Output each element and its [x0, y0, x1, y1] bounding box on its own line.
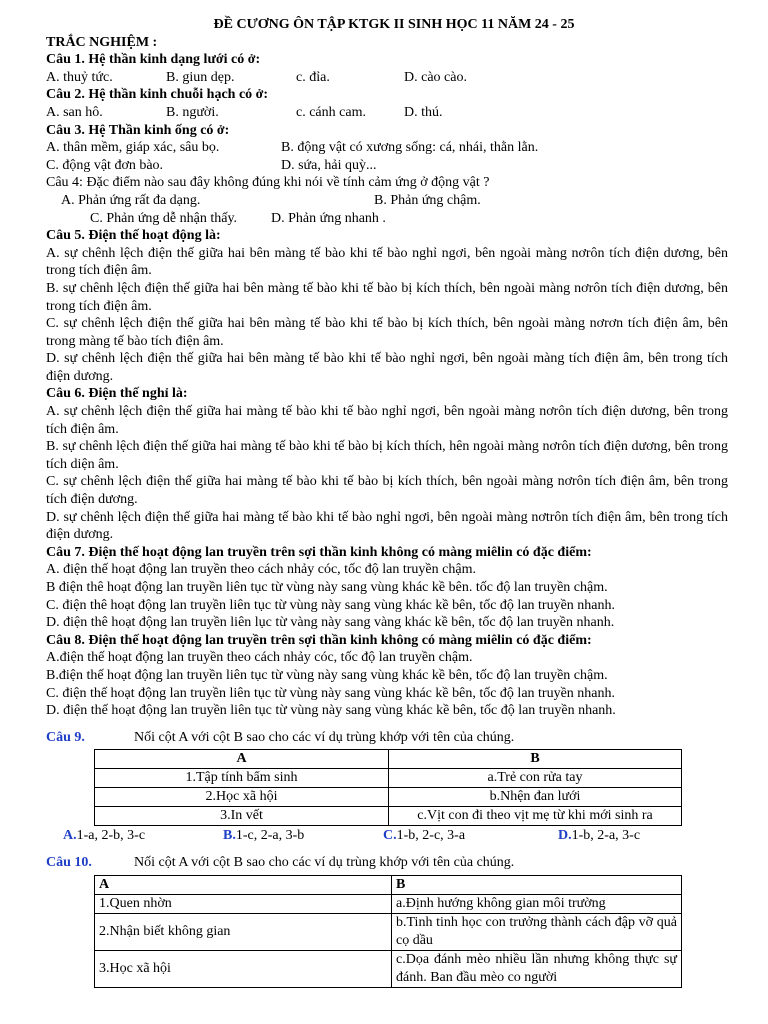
- question-2-options: [46, 104, 728, 122]
- question-8: Câu 8. Điện thế hoạt động lan truyền trên sợi thần kinh không có màng miêlin có đặc điểm:: [46, 632, 592, 648]
- question-4: Câu 4: Đặc điểm nào sau đây không đúng khi nói về tính cảm ứng ở động vật ?: [46, 175, 490, 191]
- option: B. sự chênh lệch điện thế giữa hai màng tế bào khi tế bào bị kích thích, hên ngoài màng nơrôn tích điện dương, bên trong tích diện âm.: [46, 439, 728, 472]
- option: D. điện thế hoạt động lan truyền liên tục từ vùng này sang vùng khác kề bên, tốc độ lan truyền nhanh.: [46, 703, 616, 719]
- column-a-header: A: [95, 750, 389, 769]
- option: A. thuỷ tức.: [46, 69, 113, 85]
- option: C. động vật đơn bào.: [46, 157, 164, 173]
- option: C. sự chênh lệch điện thế giữa hai màng tế bào khi tế bào bị kích thích, bên ngoài màng nơrôn tích điện âm, bên trong tích điện dương.: [46, 474, 728, 508]
- question-4-options-ab: [46, 192, 728, 210]
- option: D. sứa, hải quỳ...: [281, 157, 377, 173]
- answer-key: A.: [63, 828, 77, 844]
- option: C. điện thế hoạt động lan truyền liên tục từ vùng này sang vùng khác kề bên, tốc độ lan truyền nhanh.: [46, 685, 616, 701]
- option: A. Phản ứng rất đa dạng.: [61, 192, 201, 208]
- question-1-options: [46, 69, 728, 87]
- answer-value: 1-b, 2-a, 3-c: [571, 828, 641, 844]
- question-9-number: Câu 9.: [46, 729, 85, 745]
- section-heading: TRẮC NGHIỆM :: [46, 34, 158, 50]
- option: B. động vật có xương sống: cá, nhái, thằn lằn.: [281, 140, 539, 156]
- question-1: Câu 1. Hệ thần kinh dạng lưới có ở:: [46, 52, 261, 68]
- question-6: Câu 6. Điện thế nghỉ là:: [46, 386, 188, 402]
- column-a-header: A: [95, 875, 392, 894]
- table-cell: 3.In vết: [95, 807, 389, 826]
- question-9-text: Nối cột A với cột B sao cho các ví dụ trùng khớp với tên của chúng.: [134, 729, 515, 745]
- option: C. Phản ứng dễ nhận thấy.: [90, 210, 238, 226]
- option: B. giun dẹp.: [166, 69, 235, 85]
- option: A. sự chênh lệch điện thế giữa hai màng tế bào khi tế bào nghỉ ngơi, bên ngoài màng nơrôn tích điện dương, bên trong tích điện âm.: [46, 404, 728, 437]
- option: c. đỉa.: [296, 69, 330, 85]
- question-7: Câu 7. Điện thế hoạt động lan truyền trên sợi thần kinh không có màng miêlin có đặc điểm:: [46, 544, 592, 560]
- question-4-options-cd: [46, 210, 728, 228]
- question-9-answers: [46, 827, 728, 845]
- option: B. người.: [166, 104, 219, 120]
- option: c. cánh cam.: [296, 104, 366, 120]
- answer-option: [383, 827, 558, 845]
- option: D. thú.: [404, 104, 443, 120]
- table-cell: a.Trẻ con rửa tay: [389, 769, 682, 788]
- option: A. san hô.: [46, 104, 103, 120]
- option: C. điện thê hoạt động lan truyền liên tục từ vùng này sang vùng khác kề bên, tốc độ lan truyền nhanh.: [46, 597, 616, 613]
- table-row: [95, 769, 682, 788]
- answer-key: B.: [223, 828, 236, 844]
- option: D. điện thê hoạt động lan truyền liên lục từ vàng này sang vàng khác kề bên, tốc độ lan truyền nhanh.: [46, 615, 615, 631]
- column-b-header: B: [392, 875, 682, 894]
- option: D. cào cào.: [404, 69, 467, 85]
- document-title: ĐỀ CƯƠNG ÔN TẬP KTGK II SINH HỌC 11 NĂM 24 - 25: [213, 17, 575, 32]
- table-cell: 3.Học xã hội: [95, 950, 392, 987]
- answer-option: [223, 827, 383, 845]
- question-9-table: [94, 749, 682, 826]
- table-cell: 1.Tập tính bẩm sinh: [95, 769, 389, 788]
- option: B. sự chênh lệch điện thế giữa hai bên màng tế bào khi tế bào bị kích thích, bên ngoài màng nơrôn tích điện dương, bên trong tích điện âm.: [46, 280, 728, 314]
- table-cell: b.Nhện đan lưới: [389, 788, 682, 807]
- question-3: Câu 3. Hệ Thần kinh ống có ở:: [46, 122, 230, 138]
- option: D. Phản ứng nhanh .: [271, 210, 386, 226]
- option: B.điện thế hoạt động lan truyền liên tục từ vùng này sang vùng khác kề bên, tốc độ lan truyền chậm.: [46, 667, 608, 683]
- answer-key: D.: [558, 828, 572, 844]
- table-row: [95, 788, 682, 807]
- question-10: [46, 854, 728, 872]
- option: A. điện thế hoạt động lan truyền theo cách nhảy cóc, tốc độ lan truyền chậm.: [46, 562, 476, 578]
- table-cell: c.Vịt con đi theo vịt mẹ từ khi mới sinh ra: [389, 807, 682, 826]
- question-3-options-cd: [46, 157, 728, 175]
- option: A. thân mềm, giáp xác, sâu bọ.: [46, 140, 220, 156]
- option: D. sự chênh lệch điện thế giữa hai bên màng tế bào khi tế bào nghỉ ngơi, bên ngoài màng tích điện âm, bên trong tích điện dương.: [46, 351, 728, 384]
- table-cell: c.Dọa đánh mèo nhiều lần nhưng không thực sự đánh. Ban đầu mèo co người: [392, 950, 682, 987]
- option: C. sự chênh lệch điện thế giữa hai bên màng tế bào khi tế bào bị kích thích, bên ngoài màng nơrơn tích điện âm, bên trong màng tế bào tích điện âm.: [46, 316, 728, 349]
- table-cell: 2.Nhận biết không gian: [95, 913, 392, 950]
- question-3-options-ab: [46, 139, 728, 157]
- option: A.điện thế hoạt động lan truyền theo cách nhảy cóc, tốc độ lan truyền chậm.: [46, 650, 473, 666]
- table-cell: 1.Quen nhờn: [95, 894, 392, 913]
- answer-option: [63, 827, 223, 845]
- table-cell: b.Tinh tinh học con trưởng thành cách đập vỡ quả cọ dầu: [392, 913, 682, 950]
- answer-value: 1-a, 2-b, 3-c: [76, 828, 146, 844]
- question-10-text: Nối cột A với cột B sao cho các ví dụ trùng khớp với tên của chúng.: [134, 854, 515, 870]
- question-10-number: Câu 10.: [46, 854, 92, 870]
- table-row: [95, 950, 682, 987]
- table-row: [95, 807, 682, 826]
- answer-value: 1-b, 2-c, 3-a: [396, 828, 466, 844]
- option: A. sự chênh lệch điện thế giữa hai bên màng tế bào khi tế bào nghỉ ngơi, bên ngoài màng nơrôn tích điện dương, bên trong tích điện âm.: [46, 245, 728, 279]
- question-2: Câu 2. Hệ thần kinh chuỗi hạch có ở:: [46, 87, 269, 103]
- option: B. Phản ứng chậm.: [374, 192, 481, 208]
- table-cell: a.Định hướng không gian môi trường: [392, 894, 682, 913]
- table-cell: 2.Học xã hội: [95, 788, 389, 807]
- option: B điện thê hoạt động lan truyền liên tục từ vùng này sang vùng khác kề bên. tốc độ lan truyền chậm.: [46, 580, 608, 595]
- question-5: Câu 5. Điện thế hoạt động là:: [46, 228, 221, 244]
- option: D. sự chênh lệch điện thế giữa hai màng tế bào khi tế bào nghỉ ngơi, bên ngoài màng nơtrôn tích điện âm, bên trong tích điện dương.: [46, 509, 728, 543]
- table-row: [95, 894, 682, 913]
- answer-value: 1-c, 2-a, 3-b: [235, 828, 305, 844]
- question-10-table: [94, 875, 682, 988]
- question-9: [46, 729, 728, 747]
- column-b-header: B: [389, 750, 682, 769]
- table-row: [95, 913, 682, 950]
- answer-key: C.: [383, 828, 397, 844]
- answer-option: [558, 827, 640, 845]
